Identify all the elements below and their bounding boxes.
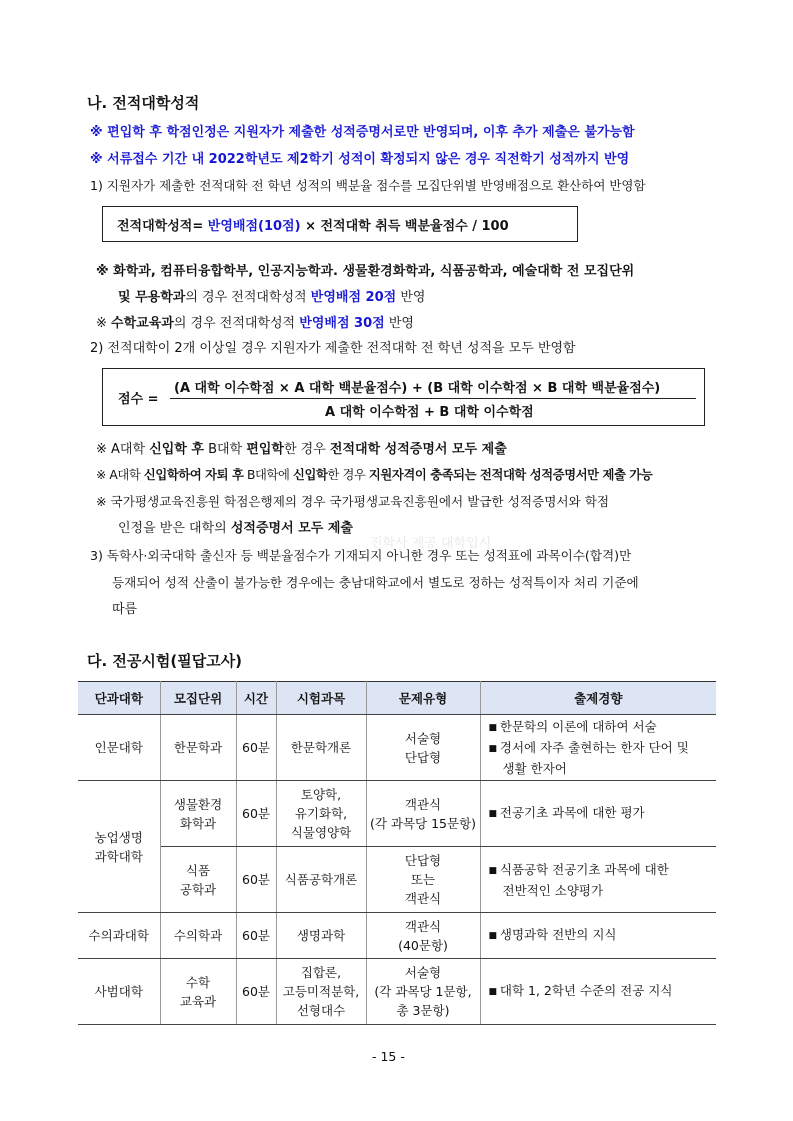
cell-text: 객관식: [404, 918, 442, 934]
header-time: 시간: [236, 682, 276, 715]
header-college: 단과대학: [78, 682, 160, 715]
cell-time: [236, 959, 276, 1025]
cell-text: 총 3문항): [396, 1003, 450, 1018]
cell-text: 고등미적분학,: [282, 984, 360, 999]
square-bullet-icon: ■: [488, 809, 500, 819]
cell-college: [78, 959, 160, 1025]
cell-text: 60분: [242, 740, 270, 755]
exam-table: [78, 681, 716, 1025]
cell-text: 60분: [242, 984, 270, 999]
table-row: [78, 913, 716, 959]
table-header-row: [78, 682, 716, 715]
cell-text: 수의학과: [173, 928, 223, 943]
cell-text: 객관식: [404, 891, 442, 906]
cell-text: 단답형: [404, 749, 442, 765]
cell-text: 60분: [242, 806, 270, 821]
cell-text: 과학대학: [94, 848, 143, 864]
cell-text: 식물영양학: [290, 825, 352, 840]
watermark: 진학사 제공 대학입시: [370, 536, 492, 551]
cell-text: (각 과목당 15문항): [369, 815, 477, 831]
item-3-line1: 3) 독학사·외국대학 출신자 등 백분율점수가 기재되지 아니한 경우 또는 성적표에 과목이수(합격)만: [90, 548, 632, 563]
cell-trend: [480, 913, 716, 959]
cell-text: 한문학개론: [290, 740, 352, 755]
cell-text: 수학: [185, 974, 211, 990]
cell-text: 객관식: [404, 796, 442, 812]
cell-text: 서술형: [404, 730, 442, 746]
cell-trend: [480, 959, 716, 1025]
cell-text: 토양학,: [300, 787, 342, 802]
cell-subject: [276, 913, 366, 959]
cell-unit: [160, 847, 236, 913]
cell-trend: [480, 715, 716, 781]
cell-text: 또는: [410, 872, 436, 887]
cell-college: [78, 715, 160, 781]
cell-text: 수의과대학: [88, 928, 149, 943]
table-row: [78, 715, 716, 781]
page-number: - 15 -: [372, 1049, 405, 1064]
cell-text: 서술형: [404, 965, 442, 980]
trend-line: ■ 한문학의 이론에 대하여 서술: [488, 719, 657, 734]
cell-text: 공학과: [179, 881, 217, 897]
cell-text: 선형대수: [296, 1003, 346, 1018]
cell-college: [78, 781, 160, 913]
note-20-points-line1: ※ 화학과, 컴퓨터융합학부, 인공지능학과. 생물환경화학과, 식품공학과, 예술대학 전 모집단위: [96, 264, 635, 279]
cell-text: (40문항): [398, 937, 448, 953]
cell-text: 생명과학: [296, 928, 346, 943]
cell-time: [236, 781, 276, 847]
square-bullet-icon: ■: [488, 931, 500, 941]
item-1: 1) 지원자가 제출한 전적대학 전 학년 성적의 백분율 점수를 모집단위별 반영배점으로 환산하여 반영함: [90, 178, 646, 193]
note-new-then-transfer: ※ A대학 신입학 후 B대학 편입학한 경우 전적대학 성적증명서 모두 제출: [96, 442, 507, 457]
formula-1: 전적대학성적= 반영배점(10점) × 전적대학 취득 백분율점수 / 100: [117, 219, 509, 234]
cell-text: 생물환경: [173, 796, 223, 812]
cell-text: 단답형: [404, 853, 442, 868]
cell-unit: [160, 913, 236, 959]
cell-trend: [480, 781, 716, 847]
cell-type: [366, 959, 480, 1025]
cell-text: 60분: [242, 872, 270, 887]
cell-type: [366, 847, 480, 913]
cell-college: [78, 913, 160, 959]
table-row: [78, 781, 716, 847]
cell-unit: [160, 781, 236, 847]
cell-trend: [480, 847, 716, 913]
cell-text: 교육과: [179, 993, 217, 1009]
cell-time: [236, 715, 276, 781]
cell-time: [236, 913, 276, 959]
trend-line: 전반적인 소양평가: [502, 882, 604, 898]
section-title-transfer-grades: 나. 전적대학성적: [87, 94, 200, 112]
note-30-points: ※ 수학교육과의 경우 전적대학성적 반영배점 30점 반영: [96, 316, 414, 331]
cell-subject: [276, 715, 366, 781]
note-20-points-line2: 및 무용학과의 경우 전적대학성적 반영배점 20점 반영: [118, 290, 426, 305]
formula-2-denominator: A 대학 이수학점 + B 대학 이수학점: [325, 405, 534, 420]
section-title-major-exam: 다. 전공시험(필답고사): [87, 652, 243, 670]
item-3-line3: 따름: [112, 602, 138, 617]
cell-type: [366, 781, 480, 847]
cell-text: 60분: [242, 928, 270, 943]
cell-subject: [276, 959, 366, 1025]
cell-text: 식품: [185, 862, 211, 878]
fraction-bar: [170, 398, 696, 399]
header-trend: 출제경향: [480, 682, 716, 715]
cell-text: 농업생명: [94, 829, 143, 845]
cell-text: 유기화학,: [294, 806, 348, 821]
formula-2-numerator: (A 대학 이수학점 × A 대학 백분율점수) + (B 대학 이수학점 × B 대학 백분율점수): [174, 381, 661, 396]
trend-line: ■ 전공기초 과목에 대한 평가: [488, 805, 645, 820]
formula-2-label: 점수 =: [118, 392, 159, 407]
note-credit-recognition: ※ 편입학 후 학점인정은 지원자가 제출한 성적증명서로만 반영되며, 이후 추가 제출은 불가능함: [90, 125, 635, 140]
header-type: 문제유형: [366, 682, 480, 715]
trend-line: ■ 식품공학 전공기초 과목에 대한: [488, 861, 669, 877]
cell-text: 한문학과: [173, 740, 223, 755]
trend-line: 생활 한자어: [502, 761, 567, 776]
note-semester-grades: ※ 서류접수 기간 내 2022학년도 제2학기 성적이 확정되지 않은 경우 직전학기 성적까지 반영: [90, 152, 630, 167]
table-row: [78, 959, 716, 1025]
cell-type: [366, 715, 480, 781]
cell-subject: [276, 781, 366, 847]
note-credit-bank-line2: 인정을 받은 대학의 성적증명서 모두 제출: [118, 521, 353, 536]
square-bullet-icon: ■: [488, 987, 500, 997]
item-2: 2) 전적대학이 2개 이상일 경우 지원자가 제출한 전적대학 전 학년 성적을 모두 반영함: [90, 341, 576, 356]
cell-text: 사범대학: [94, 984, 143, 999]
square-bullet-icon: ■: [488, 865, 500, 876]
header-unit: 모집단위: [160, 682, 236, 715]
cell-text: 화학과: [179, 815, 217, 831]
item-3-line2: 등재되어 성적 산출이 불가능한 경우에는 충남대학교에서 별도로 정하는 성적특이자 처리 기준에: [112, 575, 639, 590]
cell-text: 인문대학: [94, 740, 143, 755]
cell-unit: [160, 715, 236, 781]
cell-time: [236, 847, 276, 913]
cell-text: (각 과목당 1문항,: [374, 984, 472, 999]
trend-line: ■ 대학 1, 2학년 수준의 전공 지식: [488, 983, 673, 998]
table-row: [78, 847, 716, 913]
cell-unit: [160, 959, 236, 1025]
cell-type: [366, 913, 480, 959]
square-bullet-icon: ■: [488, 723, 500, 733]
cell-text: 집합론,: [300, 965, 342, 980]
square-bullet-icon: ■: [488, 744, 500, 754]
note-withdraw-then-new: ※ A대학 신입학하여 자퇴 후 B대학에 신입학한 경우 지원자격이 충족되는 전적대학 성적증명서만 제출 가능: [96, 468, 653, 482]
header-subject: 시험과목: [276, 682, 366, 715]
trend-line: ■ 경서에 자주 출현하는 한자 단어 및: [488, 740, 689, 755]
note-credit-bank-line1: ※ 국가평생교육진흥원 학점은행제의 경우 국가평생교육진흥원에서 발급한 성적증명서와 학점: [96, 494, 610, 509]
cell-subject: [276, 847, 366, 913]
cell-text: 식품공학개론: [284, 872, 358, 887]
trend-line: ■ 생명과학 전반의 지식: [488, 927, 617, 942]
formula-box-1: [102, 206, 578, 242]
